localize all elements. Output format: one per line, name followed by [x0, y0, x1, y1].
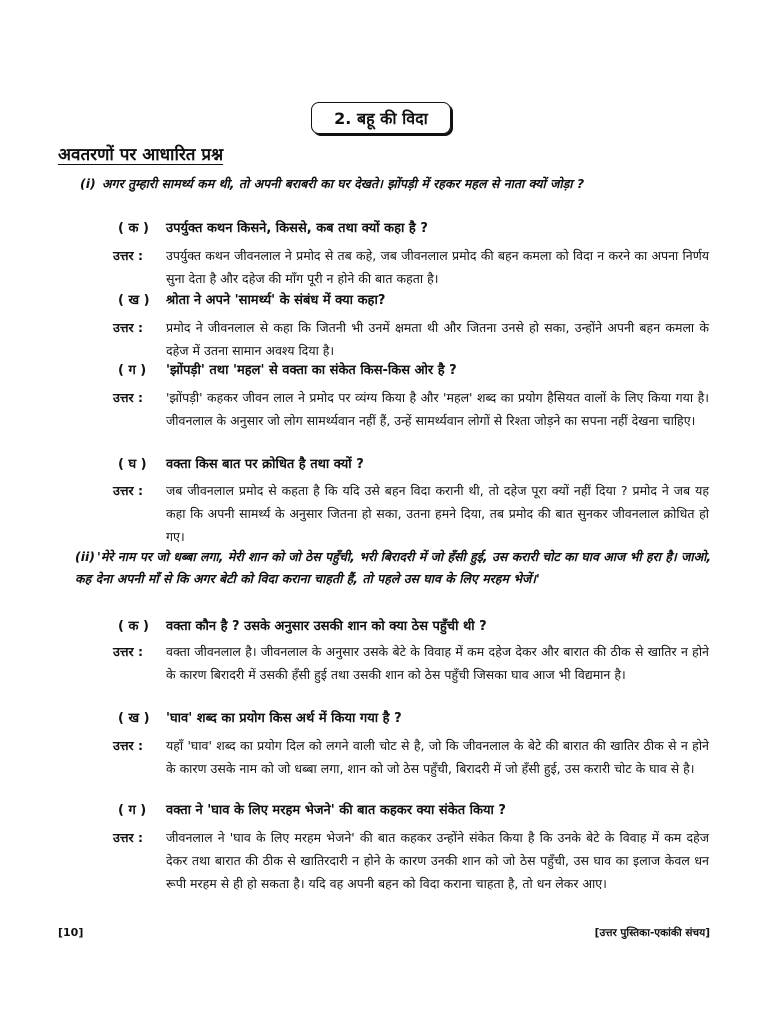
passage-text: 'मेरे नाम पर जो धब्बा लगा, मेरी शान को जो ठेस पहुँची, भरी बिरादरी में जो हँसी हुई, उस करारी चोट का घाव आज भी हरा है। जाओ, कह देना अपनी माँ से कि अगर बेटी को विदा कराना चाहती हैं, तो पहले उस घाव के लिए मरहम भेजें।' — [75, 549, 712, 586]
answer-text: वक्ता जीवनलाल है। जीवनलाल के अनुसार उसके बेटे के विवाह में कम दहेज देकर और बारात की ठीक से खातिर न होने के कारण बिरादरी में उसकी हँसी हुई तथा उसकी शान को ठेस पहुँची जिसका घाव आज भी विद्यमान है। — [166, 644, 709, 682]
question-label: ( ख ) — [118, 711, 150, 726]
answer-text: उपर्युक्त कथन जीवनलाल ने प्रमोद से तब कहे, जब जीवनलाल प्रमोद की बहन कमला को विदा न करने का अपना निर्णय सुना देता है और दहेज की माँग पूरी न होने की बात कहता है। — [166, 248, 709, 286]
question-text: उपर्युक्त कथन किसने, किससे, कब तथा क्यों कहा है ? — [166, 221, 428, 236]
answer-text: प्रमोद ने जीवनलाल से कहा कि जितनी भी उनमें क्षमता थी और जितना उनसे हो सका, उन्होंने अपनी बहन कमला के दहेज में उतना सामान अवश्य दिया है। — [166, 320, 709, 358]
question — [118, 360, 457, 382]
question — [118, 800, 506, 822]
answer — [113, 826, 709, 895]
question-text: श्रोता ने अपने 'सामर्थ्य' के संबंध में क्या कहा? — [166, 293, 386, 308]
question-text: वक्ता कौन है ? उसके अनुसार उसकी शान को क्या ठेस पहुँची थी ? — [166, 619, 487, 634]
question — [118, 218, 428, 240]
question — [118, 290, 385, 312]
question — [118, 708, 402, 730]
passage-number: (i) — [80, 176, 96, 191]
answer — [113, 479, 709, 548]
question-label: ( क ) — [118, 221, 149, 236]
passage-1 — [80, 173, 720, 195]
answer — [113, 244, 709, 290]
answer — [113, 640, 709, 686]
answer-label: उत्तर : — [113, 483, 143, 498]
answer — [113, 316, 709, 362]
answer-text: यहाँ 'घाव' शब्द का प्रयोग दिल को लगने वाली चोट से है, जो कि जीवनलाल के बेटे की बारात की खातिर ठीक से न होने के कारण उसके नाम को जो धब्बा लगा, शान को जो ठेस पहुँची, बिरादरी में जो हँसी हुई, उस करारी चोट के घाव से है। — [166, 738, 709, 776]
question-label: ( क ) — [118, 619, 149, 634]
question-text: वक्ता ने 'घाव के लिए मरहम भेजने' की बात कहकर क्या संकेत किया ? — [166, 803, 506, 818]
question-label: ( ग ) — [118, 803, 147, 818]
answer-text: 'झोंपड़ी' कहकर जीवन लाल ने प्रमोद पर व्यंग्य किया है और 'महल' शब्द का प्रयोग हैसियत वालों के लिए किया गया है। जीवनलाल के अनुसार जो लोग सामर्थ्यवान नहीं हैं, उन्हें सामर्थ्यवान लोगों से रिश्ता जोड़ने का सपना नहीं देखना चाहिए। — [166, 390, 709, 428]
answer-label: उत्तर : — [113, 830, 143, 845]
answer — [113, 386, 709, 432]
book-title: [उत्तर पुस्तिका-एकांकी संचय] — [594, 927, 710, 939]
answer-label: उत्तर : — [113, 390, 143, 405]
question-label: ( घ ) — [118, 457, 147, 472]
answer-label: उत्तर : — [113, 644, 143, 659]
chapter-title: 2. बहू की विदा — [311, 102, 451, 134]
section-heading: अवतरणों पर आधारित प्रश्न — [58, 145, 224, 165]
question-text: वक्ता किस बात पर क्रोधित है तथा क्यों ? — [166, 457, 364, 472]
passage-number: (ii) — [75, 549, 95, 564]
answer-label: उत्तर : — [113, 320, 143, 335]
question-label: ( ख ) — [118, 293, 150, 308]
answer-label: उत्तर : — [113, 248, 143, 263]
question-text: 'घाव' शब्द का प्रयोग किस अर्थ में किया गया है ? — [166, 711, 402, 726]
page-number: [10] — [58, 926, 84, 939]
question-label: ( ग ) — [118, 363, 147, 378]
answer-text: जब जीवनलाल प्रमोद से कहता है कि यदि उसे बहन विदा करानी थी, तो दहेज पूरा क्यों नहीं दिया ? प्रमोद ने जब यह कहा कि अपनी सामर्थ्य के अनुसार जितना हो सका, उतना हमने दिया, तब प्रमोद की बात सुनकर जीवनलाल क्रोधित हो गए। — [166, 483, 709, 544]
question — [118, 616, 487, 638]
question — [118, 454, 364, 476]
answer — [113, 734, 709, 780]
passage-2 — [75, 546, 717, 590]
answer-text: जीवनलाल ने 'घाव के लिए मरहम भेजने' की बात कहकर उन्होंने संकेत किया है कि उनके बेटे के विवाह में कम दहेज देकर तथा बारात की ठीक से खातिरदारी न होने के कारण उनकी शान को जो ठेस पहुँची, उस घाव का इलाज केवल धन रूपी मरहम से ही हो सकता है। यदि वह अपनी बहन को विदा कराना चाहता है, तो धन लेकर आए। — [166, 830, 709, 891]
answer-label: उत्तर : — [113, 738, 143, 753]
passage-text: अगर तुम्हारी सामर्थ्य कम थी, तो अपनी बराबरी का घर देखते। झोंपड़ी में रहकर महल से नाता क्यों जोड़ा ? — [102, 176, 585, 191]
question-text: 'झोंपड़ी' तथा 'महल' से वक्ता का संकेत किस-किस ओर है ? — [166, 363, 457, 378]
